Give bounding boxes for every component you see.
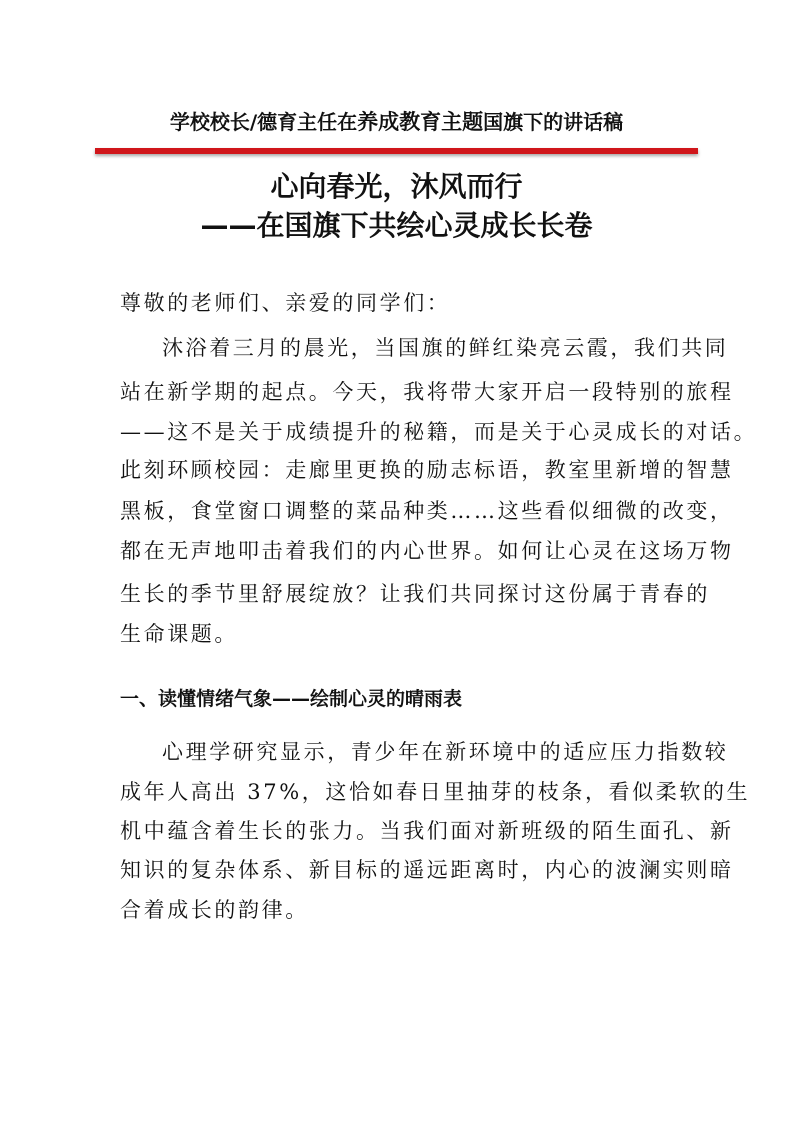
header-divider	[95, 148, 698, 154]
body-line: 此刻环顾校园：走廊里更换的励志标语，教室里新增的智慧	[120, 458, 734, 482]
body-line: 沐浴着三月的晨光，当国旗的鲜红染亮云霞，我们共同	[162, 336, 729, 360]
document-header	[0, 106, 793, 136]
body-line: 生长的季节里舒展绽放？让我们共同探讨这份属于青春的	[120, 582, 710, 606]
body-line: 黑板，食堂窗口调整的菜品种类……这些看似细微的改变，	[120, 499, 734, 523]
body-line: 知识的复杂体系、新目标的遥远距离时，内心的波澜实则暗	[120, 858, 734, 882]
header-prefix: 学校校长/德育主任在	[169, 110, 358, 134]
body-line: ——这不是关于成绩提升的秘籍，而是关于心灵成长的对话。	[120, 420, 758, 444]
body-line: 都在无声地叩击着我们的内心世界。如何让心灵在这场万物	[120, 539, 734, 563]
title-line-1: 心向春光，沐风而行	[270, 170, 523, 203]
body-line: 成年人高出 37%，这恰如春日里抽芽的枝条，看似柔软的生	[120, 780, 751, 804]
body-line: 站在新学期的起点。今天，我将带大家开启一段特别的旅程	[120, 380, 734, 404]
body-line: 合着成长的韵律。	[120, 898, 309, 922]
title-line-2: ——在国旗下共绘心灵成长长卷	[200, 209, 593, 242]
body-line: 机中蕴含着生长的张力。当我们面对新班级的陌生面孔、新	[120, 819, 734, 843]
body-line: 心理学研究显示，青少年在新环境中的适应压力指数较	[162, 740, 729, 764]
salutation: 尊敬的老师们、亲爱的同学们：	[120, 291, 451, 315]
section-heading: 一、读懂情绪气象——绘制心灵的晴雨表	[120, 688, 463, 710]
body-line: 生命课题。	[120, 622, 238, 646]
header-emphasis: 养成教育主题	[357, 110, 484, 134]
header-suffix: 国旗下的讲话稿	[483, 110, 624, 134]
